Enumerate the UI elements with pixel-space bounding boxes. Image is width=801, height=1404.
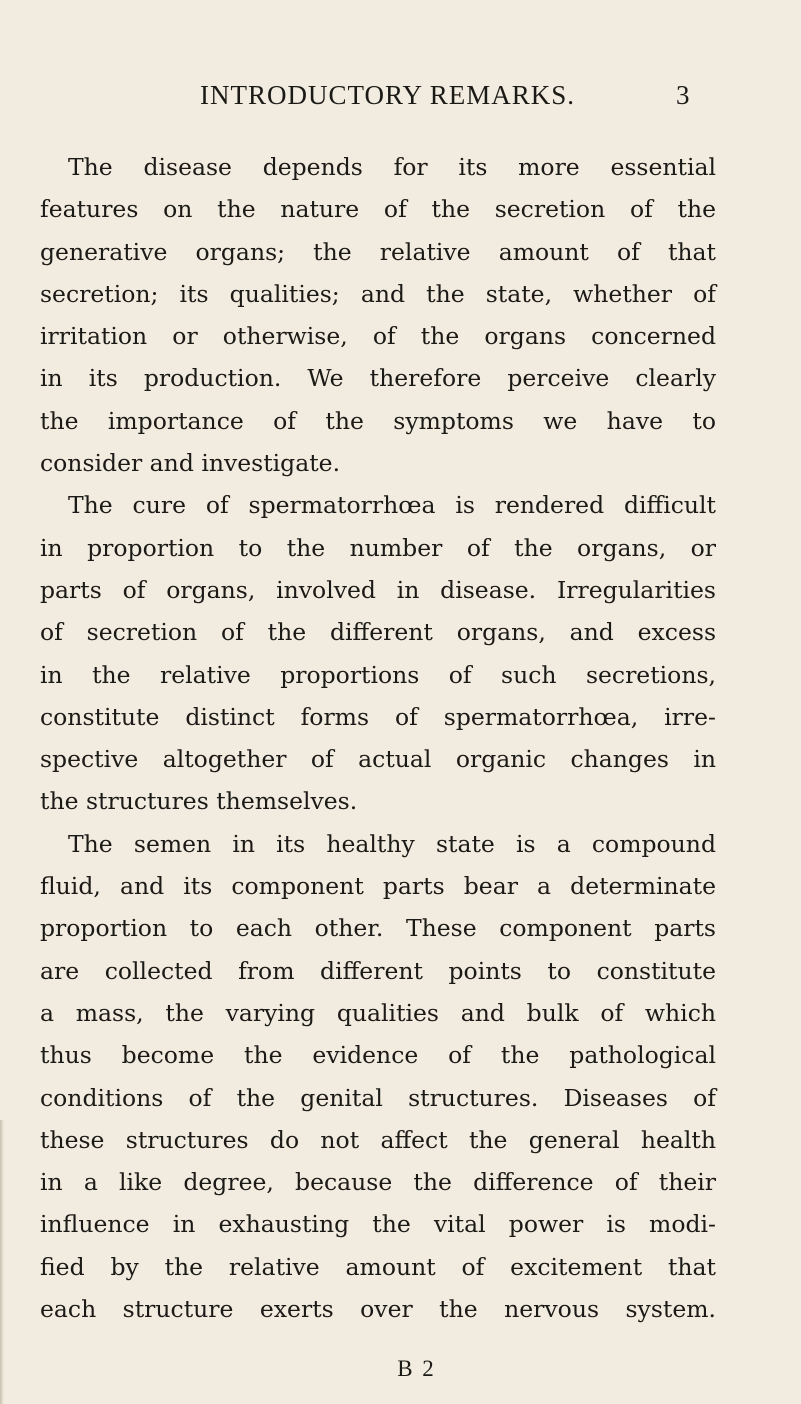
text-line: of secretion of the different organs, and excess — [40, 618, 716, 647]
text-line: these structures do not affect the general health — [40, 1125, 716, 1154]
text-line: The cure of spermatorrhœa is rendered difficult — [68, 491, 716, 520]
text-line: the importance of the symptoms we have to — [40, 406, 716, 435]
body-text — [0, 146, 801, 1330]
text-line: in proportion to the number of the organs, or — [40, 533, 716, 562]
text-line: in a like degree, because the difference of their — [40, 1168, 716, 1197]
text-line: are collected from different points to constitute — [40, 956, 716, 985]
text-line: fied by the relative amount of excitement that — [40, 1252, 716, 1281]
text-line: features on the nature of the secretion of the — [40, 195, 716, 224]
text-line: parts of organs, involved in disease. Irregularities — [40, 575, 716, 604]
text-line: The disease depends for its more essential — [68, 153, 716, 181]
text-line: generative organs; the relative amount of that — [40, 237, 716, 266]
text-line: The semen in its healthy state is a compound — [68, 829, 716, 858]
text-line: influence in exhausting the vital power is modi- — [40, 1210, 716, 1239]
text-line: irritation or otherwise, of the organs concerned — [40, 322, 716, 351]
text-line: a mass, the varying qualities and bulk of which — [40, 998, 716, 1027]
running-head — [0, 80, 801, 120]
running-title: INTRODUCTORY REMARKS. — [200, 80, 576, 110]
text-line: secretion; its qualities; and the state, whether of — [40, 279, 716, 308]
text-line: constitute distinct forms of spermatorrhœa, irre- — [40, 702, 716, 731]
text-line: the structures themselves. — [40, 787, 358, 816]
text-line: consider and investigate. — [40, 449, 341, 478]
text-line: thus become the evidence of the pathological — [40, 1041, 716, 1070]
text-line: fluid, and its component parts bear a determinate — [40, 872, 716, 901]
signature-mark — [0, 1356, 801, 1382]
text-line: each structure exerts over the nervous system. — [40, 1295, 716, 1324]
signature-mark-text: B 2 — [397, 1356, 436, 1381]
page-number: 3 — [676, 80, 690, 110]
text-line: in the relative proportions of such secretions, — [40, 660, 716, 689]
page-edge-shadow — [0, 1120, 4, 1404]
text-line: conditions of the genital structures. Diseases of — [40, 1083, 716, 1112]
text-line: proportion to each other. These component parts — [40, 914, 716, 943]
text-line: spective altogether of actual organic changes in — [40, 745, 716, 774]
text-line: in its production. We therefore perceive clearly — [40, 364, 716, 393]
